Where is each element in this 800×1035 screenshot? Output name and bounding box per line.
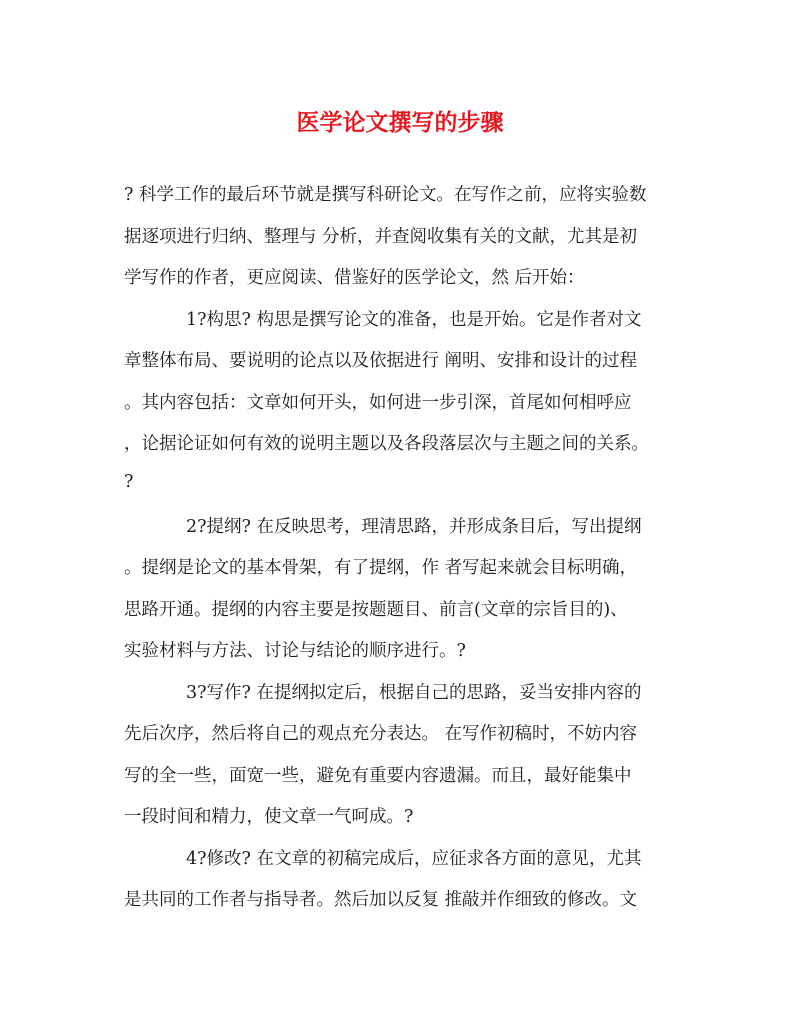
text-line: ? [124,472,134,492]
text-line: ? 科学工作的最后环节就是撰写科研论文。在写作之前，应将实验数 [124,185,647,205]
text-line: 。提纲是论文的基本骨架，有了提纲，作 者写起来就会目标明确， [124,558,638,578]
text-line: 是共同的工作者与指导者。然后加以反复 推敲并作细致的修改。文 [124,890,638,910]
text-line: 学写作的作者，更应阅读、借鉴好的医学论文，然 后开始： [124,268,585,288]
text-line: ，论据论证如何有效的说明主题以及各段落层次与主题之间的关系。 [124,434,649,454]
text-line: 思路开通。提纲的内容主要是按题题目、前言(文章的宗旨目的)、 [124,600,628,620]
text-line: 据逐项进行归纳、整理与 分析，并查阅收集有关的文献，尤其是初 [124,227,638,247]
text-line: 。其内容包括：文章如何开头，如何进一步引深，首尾如何相呼应 [124,393,632,413]
text-line: 写的全一些，面宽一些，避免有重要内容遗漏。而且，最好能集中 [124,766,632,786]
document-title: 医学论文撰写的步骤 [296,109,504,136]
text-line: 先后次序，然后将自己的观点充分表达。 在写作初稿时，不妨内容 [124,724,638,744]
text-line: 3?写作? 在提纲拟定后，根据自己的思路，妥当安排内容的 [186,683,642,703]
text-line: 实验材料与方法、讨论与结论的顺序进行。? [124,641,466,661]
text-line: 章整体布局、要说明的论点以及依据进行 阐明、安排和设计的过程 [124,351,638,371]
text-line: 4?修改? 在文章的初稿完成后，应征求各方面的意见，尤其 [186,849,642,869]
text-line: 一段时间和精力，使文章一气呵成。? [124,807,414,827]
text-line: 1?构思? 构思是撰写论文的准备，也是开始。它是作者对文 [186,310,642,330]
text-line: 2?提纲? 在反映思考，理清思路，并形成条目后，写出提纲 [186,517,642,537]
